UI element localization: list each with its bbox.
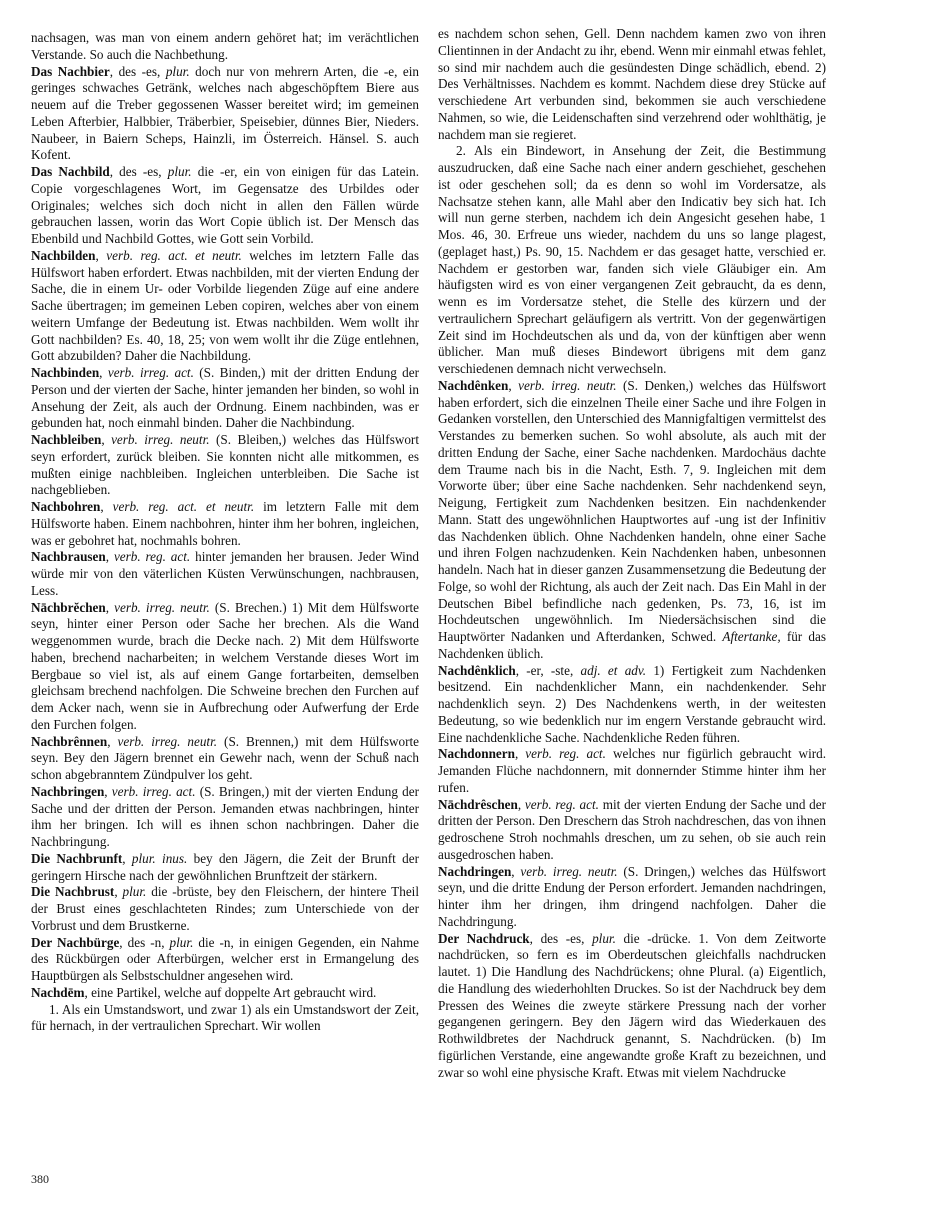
entry-text: ,	[100, 499, 113, 514]
entry-text: ,	[514, 746, 526, 762]
entry-text: , des -n,	[119, 934, 170, 950]
dictionary-entry	[31, 248, 419, 365]
left-column	[31, 30, 419, 1035]
entry-headword: Nachdênken	[438, 377, 509, 393]
entry-text: doch nur von mehrern Arten, die -e, ein geringes schwaches Getränk, welches nach abgeschöpftem Biere aus neuem auf die Treber gegossenen Wasser bereitet wird; im gemeinen Leben Afterbier, Halbbier, Träberbier, Speisebier, dünnes Bier, Nieders. Naubeer, in Baiern Scheps, Hainzli, im Österreich. Hänsel. S. auch Kofent.	[31, 63, 419, 163]
grammar-label: Aftertanke,	[722, 629, 781, 644]
entry-text: ,	[508, 377, 519, 393]
entry-headword: Das Nachbier	[31, 63, 110, 79]
entry-headword: Nachbinden	[31, 365, 100, 380]
entry-text: ,	[105, 599, 115, 615]
dictionary-entry	[31, 935, 419, 985]
page-number: 380	[31, 1172, 49, 1186]
dictionary-entry	[438, 931, 826, 1082]
entry-text: , eine Partikel, welche auf doppelte Art gebraucht wird.	[84, 984, 377, 1000]
grammar-label: verb. irreg. neutr.	[518, 377, 617, 393]
right-column	[438, 26, 826, 1081]
grammar-label: plur.	[167, 164, 192, 179]
entry-text: , des -es,	[109, 63, 166, 79]
entry-text: ,	[517, 796, 525, 812]
entry-text: 2. Als ein Bindewort, in Ansehung der Zeit, die Bestimmung auszudrucken, daß eine Sache nach einer andern geschiehet, geschehen ist oder geschehen soll; da es denn so wohl im Vordersatze, als Nachsatze stehen kann, alle Mahl aber den Indicativ bey sich hat. Ich will nun gerne sterben, nachdem ich dein Angesicht gesehen habe, 1 Mos. 46, 30. Erfreue uns wieder, nachdem du uns so lange plagest, (geplaget hast,) Ps. 90, 15. Nachdem er das gesaget hatte, verschied er. Nachdem er gestorben war, fanden sich viele Gläubiger ein. Am häufigsten wird es von einer vergangenen Zeit gebraucht, da es denn, wenn es im Vordersatze stehet, die Stelle des kürzern und der vertraulichern Sprechart geläufigern als vertritt. Von der gegenwärtigen Zeit sind im Hochdeutschen als und da, von der künftigen aber wenn üblicher. Man muß dieses Bindewort übrigens mit dem ganz verschiedenen demnach nicht verwechseln.	[438, 143, 826, 376]
entry-text: ,	[104, 783, 112, 799]
grammar-label: verb. reg. act.	[113, 549, 191, 565]
entry-text: die -er, ein von einigen für das Latein. Copie vorgeschlagenes Wort, im Gegensatze des Urbildes oder Originales; welches sich doch nicht in allen den Fällen würde gebrauchen lassen, worin das Wort Copie üblich ist. Der Mensch das Ebenbild und Nachbild Gottes, wie Gott sein Vorbild.	[31, 164, 419, 246]
entry-headword: Nachbrausen	[31, 549, 106, 565]
grammar-label: verb. reg. act.	[525, 746, 606, 762]
entry-text: (S. Brennen,) mit dem Hülfsworte seyn. Bey den Jägern brennet ein Gewehr nach, wenn der Schuß nach schon abgebranntem Zündpulver los geht.	[31, 733, 420, 782]
grammar-label: verb. irreg. neutr.	[117, 733, 218, 749]
grammar-label: verb. reg. act. et neutr.	[106, 247, 242, 263]
dictionary-entry	[31, 884, 419, 934]
dictionary-entry	[31, 549, 419, 599]
dictionary-entry	[438, 663, 826, 747]
grammar-label: plur.	[165, 63, 190, 79]
dictionary-entry	[438, 26, 826, 143]
entry-headword: Nachbohren	[31, 499, 101, 514]
dictionary-entry	[31, 600, 419, 734]
entry-text: es nachdem schon sehen, Gell. Denn nachdem kamen zwo von ihren Clientinnen in der Andacht zu ihr, ebend. Wenn mir einmahl etwas fehlet, so sind mir nachdem auch die gesündesten Dinge schädlich, ebend. 2) Des Verhältnisses. Nachdem es kommt. Nachdem diese drey Stücke auf verschiedene Art verbunden sind, bekommen sie auch verschiedene Nahmen, so wie, die Leidenschaften sind verzehrend oder wohlthätig, je nachdem man sie regieret.	[438, 26, 826, 142]
grammar-label: verb. reg. act. et neutr.	[112, 499, 255, 514]
dictionary-entry	[438, 864, 826, 931]
entry-text: , des -es,	[109, 164, 168, 179]
entry-text: die -n, in einigen Gegenden, ein Nahme des Rückbürgen oder Afterbürgen, welcher erst in Ermangelung des Hauptbürgen als Selbstschuldner angesehen wird.	[31, 934, 419, 983]
grammar-label: adj. et adv.	[580, 662, 647, 678]
entry-text: , -er, -ste,	[515, 662, 581, 678]
dictionary-entry	[438, 378, 826, 663]
dictionary-entry	[31, 499, 419, 549]
grammar-label: verb. irreg. act.	[111, 783, 196, 799]
entry-text: welches nur figürlich gebraucht wird. Jemanden Flüche nachdonnern, mit donnernder Stimme hinter ihm her rufen.	[438, 746, 827, 795]
entry-headword: Nachbleiben	[31, 432, 102, 447]
dictionary-entry	[438, 746, 826, 796]
entry-text: bey den Jägern, die Zeit der Brunft der geringern Hirsche nach der gewöhnlichen Brunftzeit der stärkern.	[31, 850, 419, 883]
dictionary-entry	[438, 143, 826, 378]
entry-text: 1. Als ein Umstandswort, und zwar 1) als ein Umstandswort der Zeit, für hernach, in der vertraulichen Sprechart. Wir wollen	[31, 1001, 419, 1034]
dictionary-entry	[31, 64, 419, 165]
entry-text: ,	[107, 733, 118, 749]
dictionary-entry	[31, 30, 419, 64]
entry-headword: Nachbrênnen	[31, 733, 108, 749]
entry-headword: Nachdênklich	[438, 662, 516, 678]
entry-text: (S. Denken,) welches das Hülfswort haben erfordert, sich die einzelnen Theile einer Sache und ihre Folgen in Gedanken vorstellen, den Unterschied des Mannigfaltigen vermittelst des Verstandes zu bemerken suchen. So wohl absolute, als auch mit der dritten Endung der Sache, einer Sache nachdenken. Mardochäus dachte dem Traume nach bis in die Nacht, Esth. 7, 9. Ingleichen mit dem Vorworte über; über eine Sache nachdenken. Sehr nachdenkend seyn, Neigung, Fertigkeit zum Nachdenken besitzen. Ein nachdenkender Mann. Statt des ungewöhnlichen Hauptwortes auf -ung ist der Infinitiv das Nachdenken üblich. Ohne Nachdenken handeln, ohne einer Sache und ihren Folgen nachzudenken. Kein Nachdenken haben, unbesonnen handeln. Nach hat in dieser ganzen Zusammensetzung die Bedeutung der Folge, so wohl der Richtung, als auch der Zeit nach. Das Ein Mahl in der Deutschen Bibel befindliche nach gedenken, Ps. 73, 16, ist im Hochdeutschen ungewöhnlich. Im Niedersächsischen sind die Hauptwörter Nadanken und Afterdanken, Schwed.	[438, 377, 826, 644]
entry-headword: Der Nachbürge	[31, 934, 120, 950]
entry-text: mit der vierten Endung der Sache und der dritten der Person. Den Dreschern das Stroh nachdreschen, das von ihnen gedroschene Stroh nochmahls dreschen, um zu sehen, ob sie auch rein ausgedroschen haben.	[438, 796, 827, 862]
grammar-label: verb. irreg. neutr.	[111, 432, 210, 447]
entry-text: für das Nachdenken üblich.	[438, 629, 826, 661]
grammar-label: plur.	[169, 934, 194, 950]
entry-headword: Nachdonnern	[438, 746, 515, 762]
entry-headword: Nachbilden	[31, 247, 96, 263]
dictionary-entry	[31, 164, 419, 248]
grammar-label: verb. irreg. neutr.	[114, 599, 210, 615]
entry-text: die -drücke. 1. Von dem Zeitworte nachdrücken, so fern es im Oberdeutschen gleichfalls nachdrucken lautet. 1) Die Handlung des Nachdrückens; ohne Plural. (a) Eigentlich, die Handlung des wiederhohlten Druckes. So ist der Nachdruck bey dem Pressen des Weines die zweyte stärkere Pressung nach der vorher gegangenen geringern. Bey den Jägern wird das Wiederkauen des Rothwildbretes der Nachdruck genannt, S. Nachdrücken. (b) Im figürlichen Verstande, eine angewandte große Kraft zu bezeichnen, und zwar so wohl eine physische Kraft. Etwas mit vielem Nachdrucke	[438, 930, 826, 1080]
entry-headword: Nāchbrĕchen	[31, 599, 106, 615]
entry-text: 1) Fertigkeit zum Nachdenken besitzend. Ein nachdenklicher Mann, ein nachdenkender. Sehr nachdenklich seyn. 2) Des Nachdenkens werth, in der weitesten Bedeutung, so wie bedenklich nur im engern Verstande gebraucht wird. Eine nachdenkliche Sache. Nachdenkliche Reden führen.	[438, 662, 826, 745]
entry-text: , des -es,	[529, 930, 593, 946]
entry-headword: Nachdringen	[438, 863, 512, 879]
dictionary-entry	[31, 432, 419, 499]
entry-text: im letztern Falle mit dem Hülfsworte haben. Einem nachbohren, hinter ihm her bohren, ingleichen, was er gebohret hat, nochmahls bohren.	[31, 499, 419, 548]
grammar-label: plur.	[592, 930, 616, 946]
dictionary-entry	[31, 734, 419, 784]
entry-text: die -brüste, bey den Fleischern, der hintere Theil der Brust eines geschlachteten Rindes; zum Unterschiede von der Vorbrust und dem Brustkerne.	[31, 884, 420, 933]
entry-text: ,	[105, 549, 114, 565]
dictionary-entry	[438, 797, 826, 864]
entry-text: ,	[122, 850, 132, 866]
grammar-label: verb. irreg. act.	[107, 365, 194, 380]
entry-text: ,	[101, 432, 112, 447]
entry-text: ,	[114, 884, 123, 900]
entry-text: ,	[95, 247, 107, 263]
entry-headword: Die Nachbrunft	[31, 850, 123, 866]
grammar-label: plur. inus.	[131, 850, 188, 866]
dictionary-entry	[31, 851, 419, 885]
entry-text: (S. Brechen.) 1) Mit dem Hülfsworte seyn, hinter einer Person oder Sache her brechen. Als die Wand weggenommen wurde, brach die Decke nach. 2) Mit dem Hülfsworte haben, brechend nacharbeiten; in welchem Verstande dieses Wort im Bergbaue so viel ist, als auf einem Gange fortarbeiten, demselben gleichsam brechend nachfolgen. Die Schweine brechen den Furchen auf dem Acker nach, wenn sie in Aufbrechung oder Aufwerfung der Erde den Furchen folgen.	[31, 599, 419, 732]
entry-text: (S. Binden,) mit der dritten Endung der Person und der vierten der Sache, hinter jemanden her binden, so wohl in Ansehung der Zeit, als auch der Ordnung. Einem nachbinden, was er gebunden hat, noch einmahl binden. Daher die Nachbindung.	[31, 365, 419, 431]
entry-text: ,	[511, 863, 521, 879]
grammar-label: verb. irreg. neutr.	[520, 863, 618, 879]
dictionary-entry	[31, 784, 419, 851]
entry-text: hinter jemanden her brausen. Jeder Wind würde mir von den väterlichen Küsten Verwünschungen, nachbrausen, Less.	[31, 549, 420, 598]
grammar-label: verb. reg. act.	[524, 796, 599, 812]
entry-headword: Nachdēm	[31, 984, 85, 1000]
entry-headword: Nāchdrêschen	[438, 796, 518, 812]
dictionary-entry	[31, 1002, 419, 1036]
entry-text: nachsagen, was man von einem andern gehöret hat; im verächtlichen Verstande. So auch die Nachbethung.	[31, 30, 419, 62]
entry-text: welches im letztern Falle das Hülfswort haben erfordert. Etwas nachbilden, mit der vierten Endung der Sache, die in einem Ur- oder Vorbilde liegenden Züge auf eine andere Sache übertragen; im gemeinen Leben copiren, welches aber von einem weitern Umfange der Bedeutung ist. Etwas nachbilden. Wem wollt ihr Gott nachbilden? Es. 40, 18, 25; von wem wollt ihr die Züge entlehnen, Gott abzubilden? Daher die Nachbildung.	[31, 247, 420, 364]
entry-text: ,	[99, 365, 108, 380]
entry-headword: Das Nachbild	[31, 164, 110, 179]
entry-headword: Der Nachdruck	[438, 930, 530, 946]
grammar-label: plur.	[122, 884, 147, 900]
entry-text: (S. Dringen,) welches das Hülfswort seyn, und die dritte Endung der Person erfordert. Jemanden nachdringen, hinter ihm her dringen, ihm dringend nachfolgen. Daher die Nachdringung.	[438, 863, 826, 929]
entry-text: (S. Bleiben,) welches das Hülfswort seyn erfordert, zurück bleiben. Sie konnten nicht alle mitkommen, es mußten einige nachbleiben. Ingleichen unterbleiben. Die Sache ist nachgeblieben.	[31, 432, 419, 498]
entry-headword: Nachbringen	[31, 783, 105, 799]
entry-text: (S. Bringen,) mit der vierten Endung der Sache und der dritten der Person. Jemanden etwas nachbringen, hinter ihm her bringen. Ich will es ihnen schon nachbringen. Daher die Nachbringung.	[31, 783, 419, 849]
dictionary-entry	[31, 365, 419, 432]
entry-headword: Die Nachbrust	[31, 884, 115, 900]
dictionary-entry	[31, 985, 419, 1002]
